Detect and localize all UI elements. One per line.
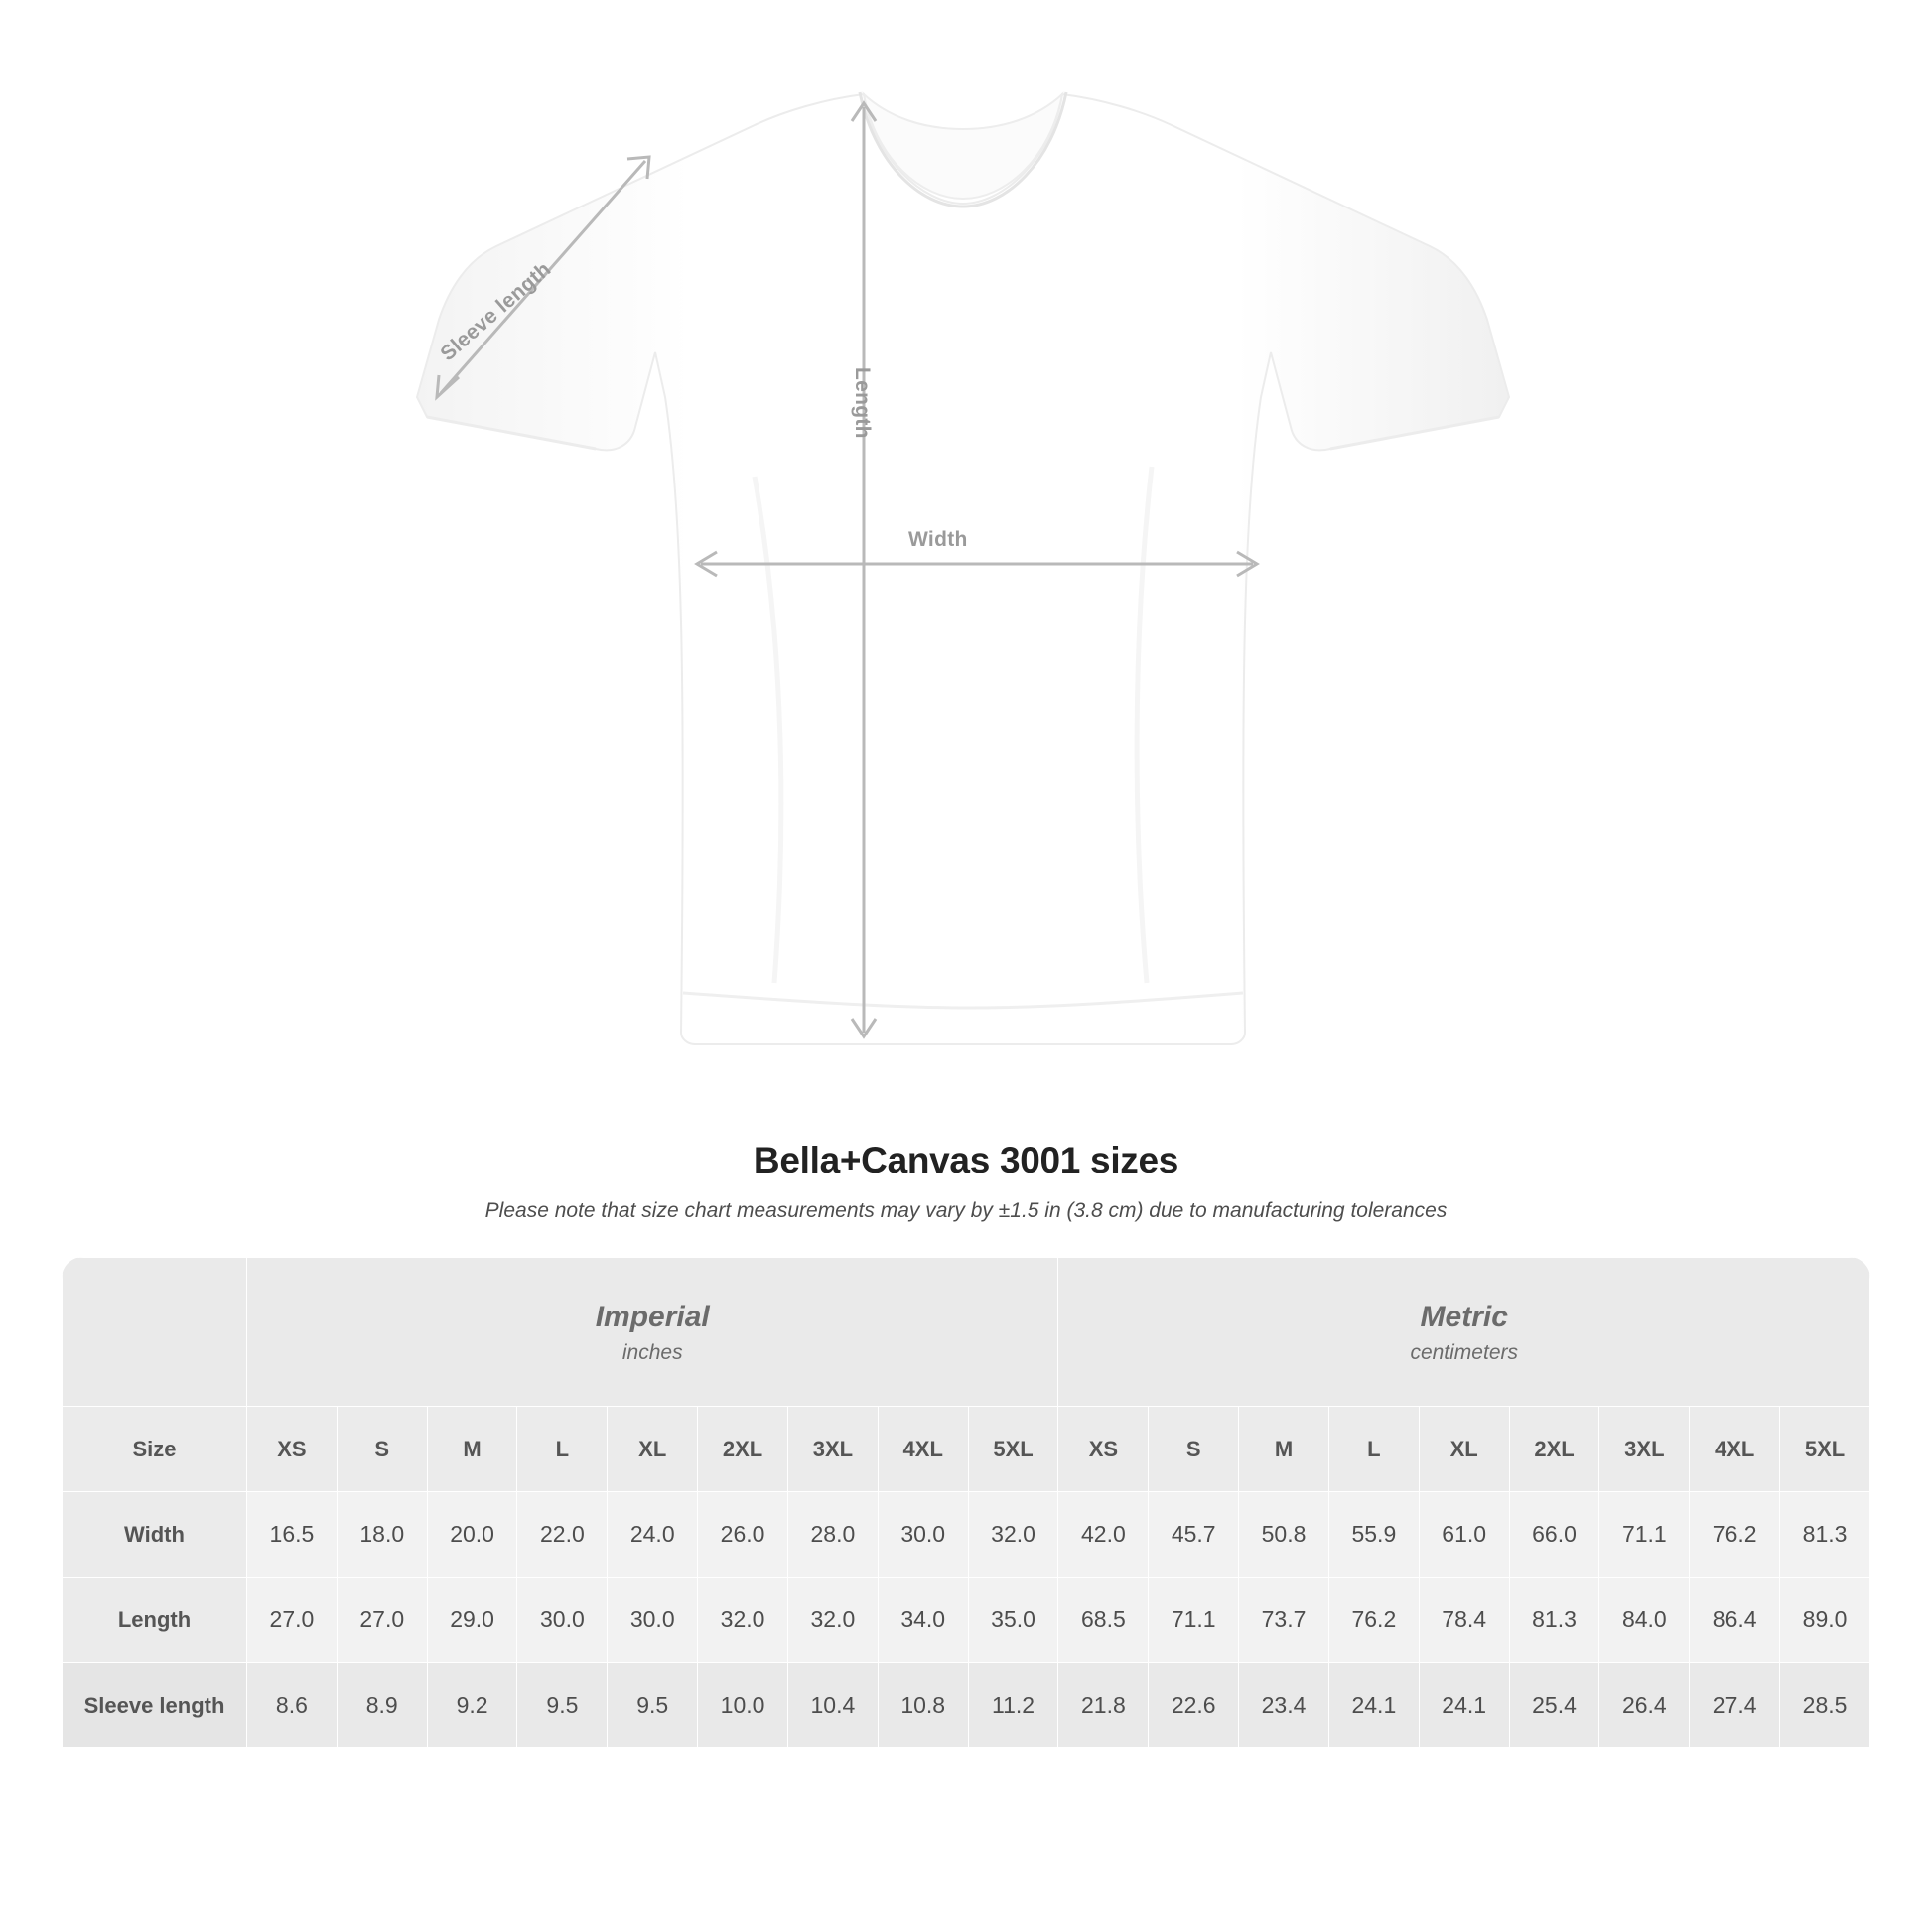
cell: 27.0 (337, 1578, 427, 1663)
sleeve-length-dimension-label: Sleeve length (436, 257, 556, 366)
cell: 28.0 (787, 1492, 878, 1578)
metric-system-header (1058, 1258, 1870, 1407)
size-header-cell: L (1328, 1407, 1419, 1492)
size-table-container (62, 1257, 1870, 1748)
cell: 71.1 (1599, 1492, 1690, 1578)
cell: 11.2 (968, 1663, 1058, 1748)
cell: 21.8 (1058, 1663, 1149, 1748)
size-header-row (63, 1407, 1870, 1492)
cell: 9.5 (517, 1663, 608, 1748)
cell: 22.6 (1149, 1663, 1239, 1748)
row-label-sleeve-length: Sleeve length (63, 1663, 247, 1748)
cell: 78.4 (1419, 1578, 1509, 1663)
cell: 76.2 (1690, 1492, 1780, 1578)
size-header-cell: 3XL (1599, 1407, 1690, 1492)
size-header-cell: XS (1058, 1407, 1149, 1492)
size-header-cell: XL (1419, 1407, 1509, 1492)
metric-unit: centimeters (1410, 1341, 1518, 1365)
cell: 27.4 (1690, 1663, 1780, 1748)
metric-label: Metric (1420, 1300, 1508, 1333)
imperial-label: Imperial (595, 1300, 710, 1333)
cell: 89.0 (1780, 1578, 1870, 1663)
cell: 10.4 (787, 1663, 878, 1748)
cell: 86.4 (1690, 1578, 1780, 1663)
cell: 26.0 (698, 1492, 788, 1578)
unit-system-row (63, 1258, 1870, 1407)
size-header-cell: 4XL (1690, 1407, 1780, 1492)
cell: 50.8 (1239, 1492, 1329, 1578)
size-header-cell: 5XL (968, 1407, 1058, 1492)
table-row (63, 1578, 1870, 1663)
length-dimension-label: Length (851, 367, 874, 439)
cell: 45.7 (1149, 1492, 1239, 1578)
size-header-cell: 2XL (1509, 1407, 1599, 1492)
cell: 30.0 (878, 1492, 968, 1578)
cell: 18.0 (337, 1492, 427, 1578)
size-header-cell: 5XL (1780, 1407, 1870, 1492)
cell: 8.6 (247, 1663, 338, 1748)
cell: 30.0 (608, 1578, 698, 1663)
cell: 28.5 (1780, 1663, 1870, 1748)
title-block (0, 1140, 1932, 1223)
cell: 26.4 (1599, 1663, 1690, 1748)
cell: 29.0 (427, 1578, 517, 1663)
cell: 22.0 (517, 1492, 608, 1578)
cell: 68.5 (1058, 1578, 1149, 1663)
tolerance-note: Please note that size chart measurements may vary by ±1.5 in (3.8 cm) due to manufacturing tolerances (484, 1199, 1448, 1222)
cell: 32.0 (787, 1578, 878, 1663)
size-header-label: Size (63, 1407, 247, 1492)
size-header-cell: XS (247, 1407, 338, 1492)
size-header-cell: 2XL (698, 1407, 788, 1492)
cell: 42.0 (1058, 1492, 1149, 1578)
cell: 76.2 (1328, 1578, 1419, 1663)
cell: 81.3 (1509, 1578, 1599, 1663)
size-header-cell: XL (608, 1407, 698, 1492)
cell: 27.0 (247, 1578, 338, 1663)
imperial-unit: inches (621, 1341, 683, 1365)
size-header-cell: M (1239, 1407, 1329, 1492)
cell: 66.0 (1509, 1492, 1599, 1578)
cell: 34.0 (878, 1578, 968, 1663)
cell: 24.1 (1328, 1663, 1419, 1748)
size-header-cell: 3XL (787, 1407, 878, 1492)
size-header-cell: S (1149, 1407, 1239, 1492)
cell: 25.4 (1509, 1663, 1599, 1748)
cell: 20.0 (427, 1492, 517, 1578)
cell: 10.8 (878, 1663, 968, 1748)
cell: 84.0 (1599, 1578, 1690, 1663)
empty-corner-cell (63, 1258, 247, 1407)
size-table (62, 1257, 1870, 1748)
cell: 24.1 (1419, 1663, 1509, 1748)
cell: 32.0 (968, 1492, 1058, 1578)
cell: 23.4 (1239, 1663, 1329, 1748)
cell: 71.1 (1149, 1578, 1239, 1663)
row-label-width: Width (63, 1492, 247, 1578)
cell: 16.5 (247, 1492, 338, 1578)
size-header-cell: M (427, 1407, 517, 1492)
table-row (63, 1492, 1870, 1578)
width-dimension-label: Width (908, 528, 968, 551)
cell: 8.9 (337, 1663, 427, 1748)
cell: 10.0 (698, 1663, 788, 1748)
table-row (63, 1663, 1870, 1748)
cell: 9.5 (608, 1663, 698, 1748)
size-header-cell: S (337, 1407, 427, 1492)
cell: 55.9 (1328, 1492, 1419, 1578)
cell: 32.0 (698, 1578, 788, 1663)
size-header-cell: L (517, 1407, 608, 1492)
cell: 35.0 (968, 1578, 1058, 1663)
imperial-system-header (247, 1258, 1058, 1407)
cell: 73.7 (1239, 1578, 1329, 1663)
page-title: Bella+Canvas 3001 sizes (753, 1140, 1179, 1180)
cell: 24.0 (608, 1492, 698, 1578)
size-header-cell: 4XL (878, 1407, 968, 1492)
cell: 30.0 (517, 1578, 608, 1663)
row-label-length: Length (63, 1578, 247, 1663)
cell: 81.3 (1780, 1492, 1870, 1578)
cell: 61.0 (1419, 1492, 1509, 1578)
cell: 9.2 (427, 1663, 517, 1748)
